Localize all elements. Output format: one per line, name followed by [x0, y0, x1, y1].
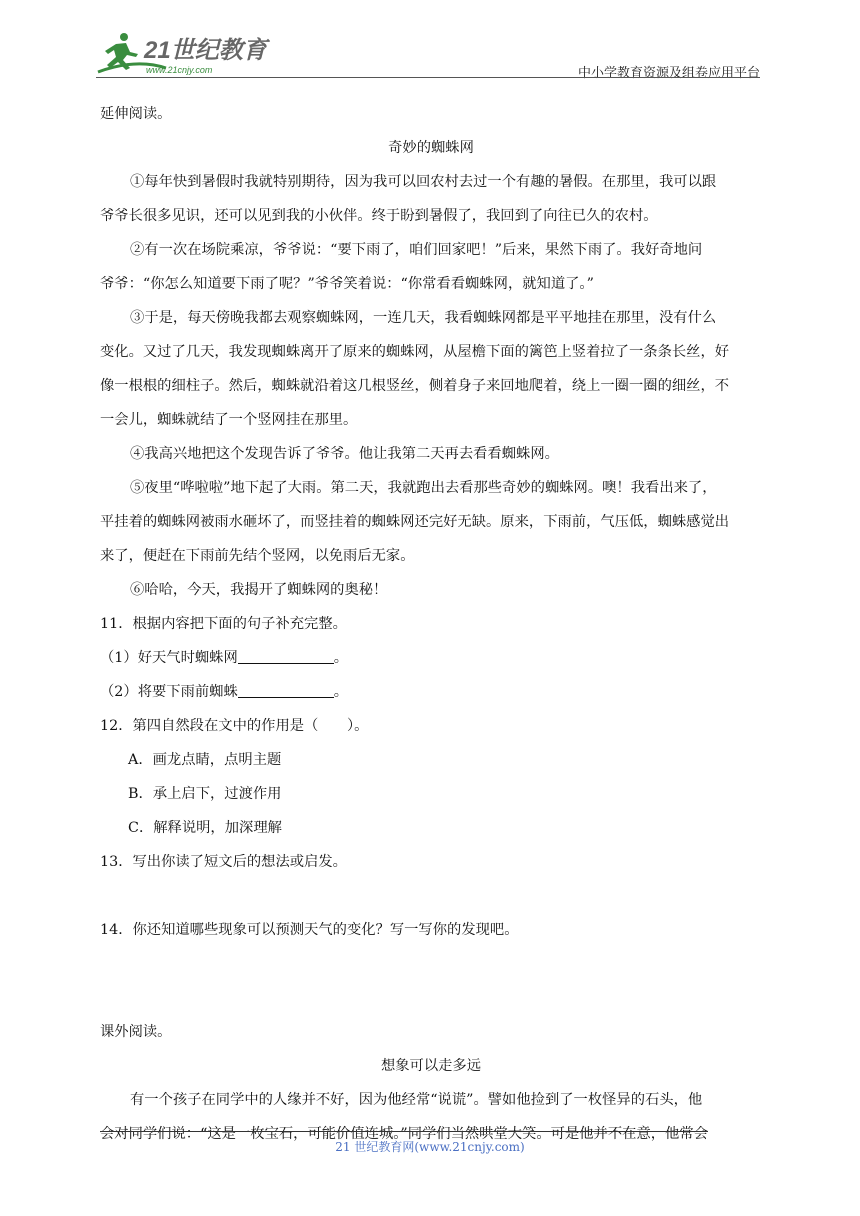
page-header — [96, 28, 760, 80]
passage-line: 来了，便赶在下雨前先结个竖网，以免雨后无家。 — [100, 548, 415, 564]
question-12: 12．第四自然段在文中的作用是（ ）。 — [100, 718, 369, 734]
passage-title: 奇妙的蜘蛛网 — [388, 140, 474, 156]
answer-blank[interactable] — [238, 683, 334, 698]
period: 。 — [333, 684, 349, 700]
question-11: 11．根据内容把下面的句子补充完整。 — [100, 616, 347, 632]
section-label: 课外阅读。 — [100, 1024, 172, 1040]
period: 。 — [333, 650, 349, 666]
question-11-1 — [100, 647, 762, 681]
answer-space — [100, 885, 762, 919]
passage-line: 平挂着的蜘蛛网被雨水砸坏了，而竖挂着的蜘蛛网还完好无缺。原来，下雨前，气压低，蜘蛛感觉出 — [100, 514, 730, 530]
passage-line: 会对同学们说：“这是一枚宝石，可能价值连城。”同学们当然哄堂大笑。可是他并不在意，他常会 — [100, 1126, 708, 1142]
passage-title: 想象可以走多远 — [380, 1058, 482, 1074]
option-c[interactable]: C．解释说明，加深理解 — [128, 820, 282, 836]
site-logo — [96, 28, 296, 78]
passage-line: 爷爷：“你怎么知道要下雨了呢？”爷爷笑着说：“你常看看蜘蛛网，就知道了。” — [100, 276, 594, 292]
answer-space — [100, 987, 762, 1021]
question-11-2-text: （2）将要下雨前蜘蛛 — [100, 684, 238, 700]
passage-line: 像一根根的细柱子。然后，蜘蛛就沿着这几根竖丝，侧着身子来回地爬着，绕上一圈一圈的细丝，不 — [100, 378, 730, 394]
option-b[interactable]: B．承上启下，过渡作用 — [128, 786, 282, 802]
answer-space — [100, 953, 762, 987]
question-11-2 — [100, 681, 762, 715]
passage-line: 有一个孩子在同学中的人缘并不好，因为他经常“说谎”。譬如他捡到了一枚怪异的石头，他 — [130, 1092, 703, 1108]
document-body — [100, 103, 762, 1157]
logo-url: www.21cnjy.com — [146, 65, 213, 75]
option-a[interactable]: A．画龙点睛，点明主题 — [128, 752, 282, 768]
passage-line: ⑤夜里“哗啦啦”地下起了大雨。第二天，我就跑出去看那些奇妙的蜘蛛网。噢！我看出来了， — [130, 480, 717, 496]
page-footer: 21 世纪教育网(www.21cnjy.com) — [335, 1140, 525, 1154]
passage-line: 变化。又过了几天，我发现蜘蛛离开了原来的蜘蛛网，从屋檐下面的篱笆上竖着拉了一条条长丝，好 — [100, 344, 730, 360]
question-11-1-text: （1）好天气时蜘蛛网 — [100, 650, 238, 666]
passage-line: ⑥哈哈，今天，我揭开了蜘蛛网的奥秘！ — [130, 582, 388, 598]
question-13: 13．写出你读了短文后的想法或启发。 — [100, 854, 347, 870]
logo-text: 21世纪教育 — [144, 37, 267, 64]
passage-line: ②有一次在场院乘凉，爷爷说：“要下雨了，咱们回家吧！”后来，果然下雨了。我好奇地问 — [130, 242, 703, 258]
section-label: 延伸阅读。 — [100, 106, 172, 122]
passage-line: ④我高兴地把这个发现告诉了爷爷。他让我第二天再去看看蜘蛛网。 — [130, 446, 559, 462]
platform-name: 中小学教育资源及组卷应用平台 — [577, 66, 760, 81]
footer-divider — [100, 1131, 708, 1132]
question-14: 14．你还知道哪些现象可以预测天气的变化？写一写你的发现吧。 — [100, 922, 519, 938]
passage-line: ①每年快到暑假时我就特别期待，因为我可以回农村去过一个有趣的暑假。在那里，我可以跟 — [130, 174, 717, 190]
answer-blank[interactable] — [238, 649, 334, 664]
passage-line: ③于是，每天傍晚我都去观察蜘蛛网，一连几天，我看蜘蛛网都是平平地挂在那里，没有什么 — [130, 310, 717, 326]
passage-line: 一会儿，蜘蛛就结了一个竖网挂在那里。 — [100, 412, 358, 428]
passage-line: 爷爷长很多见识，还可以见到我的小伙伴。终于盼到暑假了，我回到了向往已久的农村。 — [100, 208, 658, 224]
header-divider — [96, 77, 760, 78]
